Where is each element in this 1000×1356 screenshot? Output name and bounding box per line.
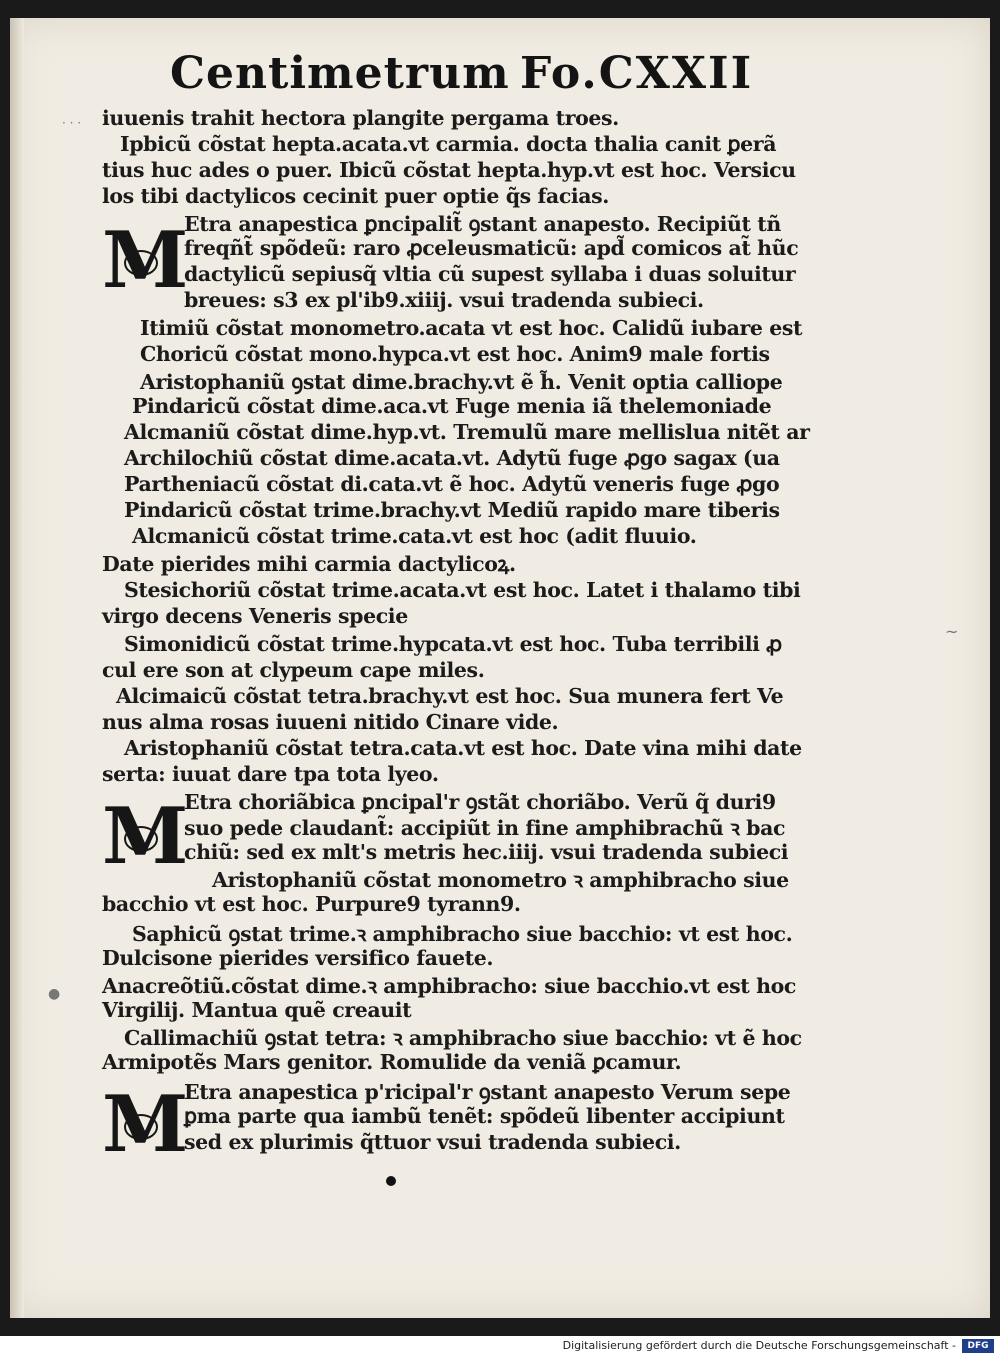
text-line: Saphicũ ꝯstat trime.ꝛ amphibracho siue bacchio: vt est hoc.	[132, 922, 793, 946]
decorated-initial: M	[102, 1079, 189, 1170]
text-line: Alcmanicũ cõstat trime.cata.vt est hoc (adit fluuio.	[132, 524, 697, 548]
text-line: Pindaricũ cõstat trime.brachy.vt Mediũ rapido mare tiberis	[124, 498, 780, 522]
text-line: iuuenis trahit hectora plangite pergama troes.	[102, 106, 619, 130]
dfg-logo: DFG	[962, 1339, 994, 1353]
text-line: Stesichoriũ cõstat trime.acata.vt est hoc. Latet i thalamo tibi	[124, 578, 801, 602]
text-line: Etra anapestica p'ricipal'r ꝯstant anapesto Verum sepe	[184, 1080, 791, 1104]
text-line: Alcmaniũ cõstat dime.hyp.vt. Tremulũ mare mellislua nitẽt ar	[124, 420, 810, 444]
text-line: Partheniacũ cõstat di.cata.vt ẽ hoc. Adytũ veneris fuge ꝓgo	[124, 472, 780, 496]
footer-bar	[0, 1336, 1000, 1356]
text-line: Aristophaniũ ꝯstat dime.brachy.vt ẽ h̃. Venit optia calliope	[140, 370, 783, 394]
running-title: Centimetrum	[170, 48, 510, 99]
text-line: nus alma rosas iuueni nitido Cinare vide.	[102, 710, 559, 734]
text-line: sed ex plurimis q̃ttuor vsui tradenda subieci.	[184, 1130, 681, 1154]
text-line: virgo decens Veneris specie	[102, 604, 408, 628]
page-gutter-edge	[10, 18, 24, 1318]
decorated-initial: M	[102, 215, 189, 306]
funding-credit: Digitalisierung gefördert durch die Deutsche Forschungsgemeinschaft -	[562, 1339, 956, 1352]
text-line: serta: iuuat dare tpa tota lyeo.	[102, 762, 439, 786]
text-line: Date pierides mihi carmia dactylicoꝝ.	[102, 552, 516, 576]
ornament-dot	[386, 1176, 396, 1186]
text-line: Archilochiũ cõstat dime.acata.vt. Adytũ fuge ꝓgo sagax (ua	[124, 446, 780, 470]
margin-marks: · · ·	[62, 116, 82, 130]
text-line: chiũ: sed ex mlt's metris hec.iiij. vsui tradenda subieci	[184, 840, 789, 864]
text-line: Simonidicũ cõstat trime.hypcata.vt est hoc. Tuba terribili ꝓ	[124, 632, 782, 656]
text-line: tius huc ades o puer. Ibicũ cõstat hepta.hyp.vt est hoc. Versicu	[102, 158, 796, 182]
text-line: Callimachiũ ꝯstat tetra: ꝛ amphibracho siue bacchio: vt ẽ hoc	[124, 1026, 802, 1050]
text-line: Pindaricũ cõstat dime.aca.vt Fuge menia iã thelemoniade	[132, 394, 772, 418]
text-line: Aristophaniũ cõstat tetra.cata.vt est hoc. Date vina mihi date	[124, 736, 802, 760]
decorated-initial: M	[102, 791, 189, 882]
text-line: bacchio vt est hoc. Purpure9 tyrann9.	[102, 892, 521, 916]
text-line: freqñt̃ spõdeũ: raro ꝓceleusmaticũ: apd̃ comicos at̃ hũc	[184, 236, 799, 260]
text-line: Virgilij. Mantua quẽ creauit	[102, 998, 412, 1022]
text-line: ꝑma parte qua iambũ tenẽt: spõdeũ libenter accipiunt	[184, 1104, 785, 1128]
text-line: Alcimaicũ cõstat tetra.brachy.vt est hoc. Sua munera fert Ve	[116, 684, 784, 708]
text-line: Ipbicũ cõstat hepta.acata.vt carmia. docta thalia canit ꝑerã	[120, 132, 777, 156]
text-line: Choricũ cõstat mono.hypca.vt est hoc. Anim9 male fortis	[140, 342, 770, 366]
margin-dot: ●	[48, 986, 61, 1002]
book-page	[10, 18, 990, 1318]
text-line: cul ere son at clypeum cape miles.	[102, 658, 485, 682]
margin-note: ~	[945, 622, 959, 641]
text-line: Etra choriãbica ꝑncipal'r ꝯstãt choriãbo. Verũ q̃ duri9	[184, 790, 776, 814]
text-line: Aristophaniũ cõstat monometro ꝛ amphibracho siue	[212, 868, 789, 892]
text-line: suo pede claudant̃: accipiũt in fine amphibrachũ ꝛ bac	[184, 816, 786, 840]
text-line: Anacreõtiũ.cõstat dime.ꝛ amphibracho: siue bacchio.vt est hoc	[102, 974, 796, 998]
text-line: breues: s3 ex pl'ib9.xiiij. vsui tradenda subieci.	[184, 288, 704, 312]
text-line: los tibi dactylicos cecinit puer optie q̃s facias.	[102, 184, 610, 208]
text-line: dactylicũ sepiusq̃ vltia cũ supest syllaba i duas soluitur	[184, 262, 796, 286]
text-line: Etra anapestica ꝑncipalit̃ ꝯstant anapesto. Recipiũt tñ	[184, 212, 781, 236]
text-line: Dulcisone pierides versifico fauete.	[102, 946, 494, 970]
folio-number: Fo.CXXII	[520, 48, 754, 99]
text-line: Itimiũ cõstat monometro.acata vt est hoc. Calidũ iubare est	[140, 316, 803, 340]
text-line: Armipotẽs Mars genitor. Romulide da veniã ꝑcamur.	[102, 1050, 682, 1074]
